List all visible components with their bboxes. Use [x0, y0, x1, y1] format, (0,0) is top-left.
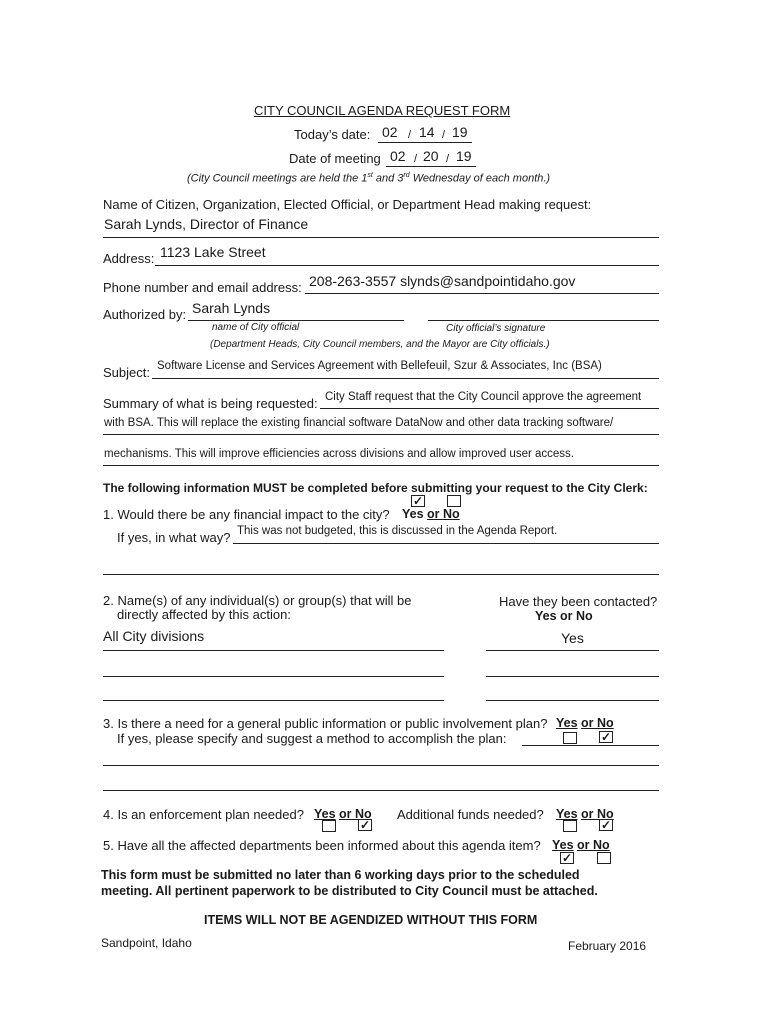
meeting-date-year[interactable]: 19	[456, 148, 472, 164]
q5-text: 5. Have all the affected departments been informed about this agenda item?	[103, 838, 541, 853]
q2-text-1: 2. Name(s) of any individual(s) or group(s) that will be	[103, 593, 412, 608]
deadline-line-1: This form must be submitted no later than 6 working days prior to the scheduled	[101, 868, 580, 882]
checkmark-icon: ✓	[561, 851, 573, 865]
q5-no-checkbox[interactable]	[597, 852, 611, 864]
q1-yes-or-no: Yes or No	[402, 507, 460, 521]
address-label: Address:	[103, 251, 155, 266]
subject-value[interactable]: Software License and Services Agreement with Bellefeuil, Szur & Associates, Inc (BSA)	[157, 360, 602, 372]
signature-caption: City official’s signature	[446, 323, 546, 334]
summary-line-1[interactable]: City Staff request that the City Council approve the agreement	[325, 391, 642, 403]
authorized-name-value[interactable]: Sarah Lynds	[192, 300, 271, 316]
q1-yes-checkbox[interactable]	[411, 495, 425, 507]
date-separator: /	[414, 153, 418, 165]
q3-text-2: If yes, please specify and suggest a method to accomplish the plan:	[117, 731, 507, 746]
checkmark-icon: ✓	[412, 494, 424, 508]
date-separator: /	[442, 129, 446, 141]
authorized-label: Authorized by:	[103, 307, 187, 322]
address-value[interactable]: 1123 Lake Street	[160, 244, 266, 260]
signature-line[interactable]	[428, 320, 659, 321]
revision-date: February 2016	[568, 939, 647, 953]
form-title: CITY COUNCIL AGENDA REQUEST FORM	[254, 103, 511, 118]
q1-ifyes-label: If yes, in what way?	[117, 530, 231, 545]
meeting-date-day[interactable]: 20	[423, 148, 439, 164]
instructions-must: The following information MUST be completed before submitting your request to the City Clerk:	[103, 481, 648, 495]
phone-label: Phone number and email address:	[103, 280, 302, 295]
q4-text: 4. Is an enforcement plan needed?	[103, 807, 304, 822]
checkmark-icon: ✓	[359, 818, 371, 832]
q4-funds-yes-or-no: Yes or No	[556, 807, 614, 821]
todays-date-label: Today’s date:	[294, 127, 371, 142]
deadline-line-2: meeting. All pertinent paperwork to be distributed to City Council must be attached.	[101, 884, 598, 898]
meeting-date-label: Date of meeting	[289, 151, 381, 166]
q1-text: 1. Would there be any financial impact to the city?	[103, 507, 390, 522]
requester-value[interactable]: Sarah Lynds, Director of Finance	[104, 216, 309, 232]
q2-text-2: directly affected by this action:	[117, 607, 291, 622]
meeting-schedule-note: (City Council meetings are held the 1st and 3rd Wednesday of each month.)	[187, 172, 551, 185]
todays-date-month[interactable]: 02	[382, 124, 398, 140]
checkmark-icon: ✓	[600, 730, 612, 744]
officials-note: (Department Heads, City Council members, and the Mayor are City officials.)	[210, 339, 550, 350]
date-separator: /	[446, 153, 450, 165]
subject-label: Subject:	[103, 365, 150, 380]
summary-label: Summary of what is being requested:	[103, 396, 318, 411]
q2-contacted-yes-or-no: Yes or No	[535, 609, 593, 623]
q3-yes-checkbox[interactable]	[563, 732, 577, 744]
q4-funds-yes-checkbox[interactable]	[563, 820, 577, 832]
checkmark-icon: ✓	[600, 818, 612, 832]
q1-ifyes-value[interactable]: This was not budgeted, this is discussed in the Agenda Report.	[237, 525, 558, 537]
meeting-date-month[interactable]: 02	[390, 148, 406, 164]
q3-yes-or-no: Yes or No	[556, 716, 614, 730]
q1-no-checkbox[interactable]	[447, 495, 461, 507]
name-caption: name of City official	[212, 322, 300, 333]
phone-email-value[interactable]: 208-263-3557 slynds@sandpointidaho.gov	[309, 273, 576, 289]
location-text: Sandpoint, Idaho	[101, 936, 192, 950]
summary-line-2[interactable]: with BSA. This will replace the existing financial software DataNow and other data tracking software/	[104, 417, 614, 429]
q4-no-checkbox[interactable]	[358, 819, 372, 831]
q4-yes-or-no: Yes or No	[314, 807, 372, 821]
q3-no-checkbox[interactable]	[599, 731, 613, 743]
q2-affected-value[interactable]: All City divisions	[103, 628, 205, 644]
q3-text-1: 3. Is there a need for a general public information or public involvement plan?	[103, 716, 548, 731]
q4-funds-label: Additional funds needed?	[397, 807, 544, 822]
todays-date-day[interactable]: 14	[419, 124, 435, 140]
q4-funds-no-checkbox[interactable]	[599, 819, 613, 831]
todays-date-year[interactable]: 19	[452, 124, 468, 140]
q5-yes-checkbox[interactable]	[560, 852, 574, 864]
q4-yes-checkbox[interactable]	[322, 820, 336, 832]
q2-contacted-label: Have they been contacted?	[499, 594, 658, 609]
date-separator: /	[408, 129, 412, 141]
summary-line-3[interactable]: mechanisms. This will improve efficiencies across divisions and allow improved user access.	[104, 448, 574, 460]
requester-label: Name of Citizen, Organization, Elected Official, or Department Head making request:	[103, 197, 592, 212]
q2-contacted-value[interactable]: Yes	[561, 630, 584, 646]
q5-yes-or-no: Yes or No	[552, 838, 610, 852]
warning-text: ITEMS WILL NOT BE AGENDIZED WITHOUT THIS FORM	[204, 913, 538, 927]
